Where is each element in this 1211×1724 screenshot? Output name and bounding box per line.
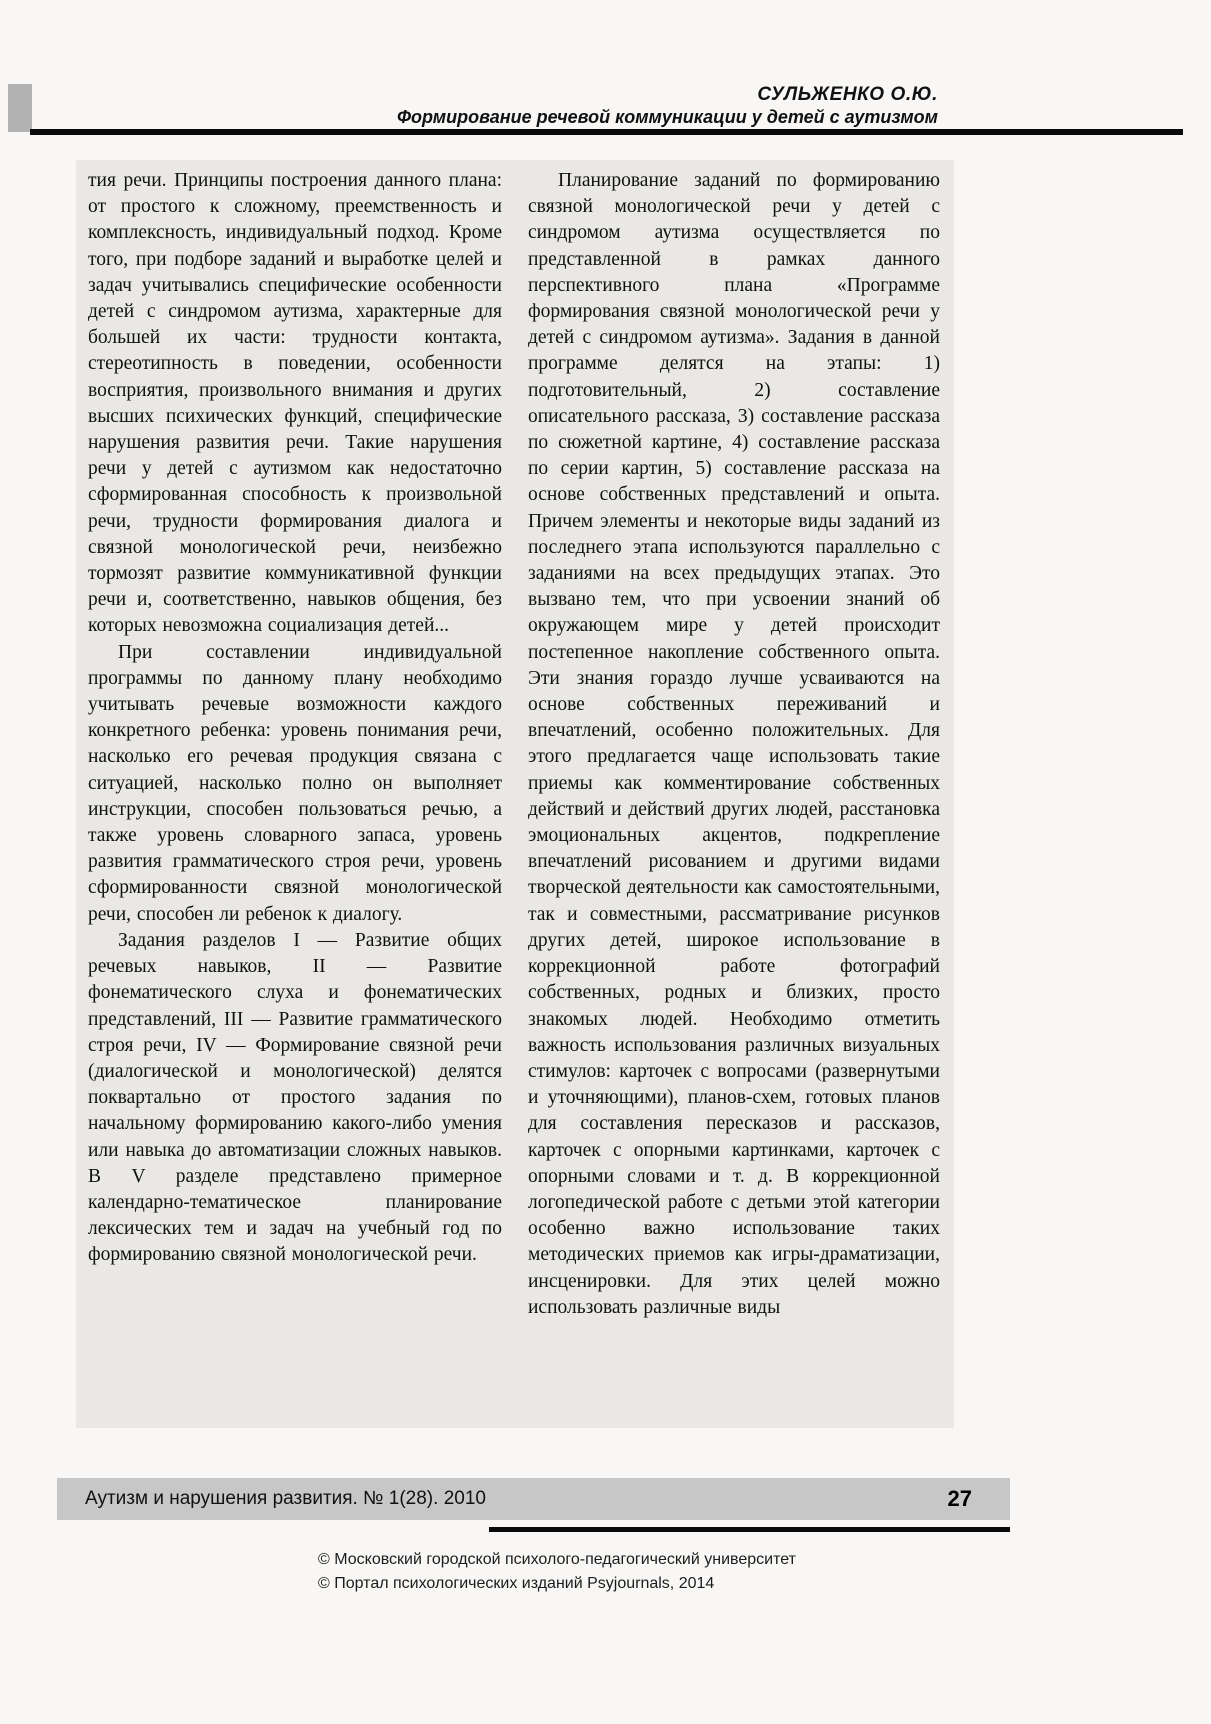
- article-title: Формирование речевой коммуникации у детей с аутизмом: [396, 107, 938, 127]
- footer-rule: [489, 1527, 1010, 1532]
- left-column: [88, 168, 502, 1269]
- page-number: 27: [947, 1486, 972, 1511]
- journal-issue-line: Аутизм и нарушения развития. № 1(28). 2010: [85, 1488, 486, 1509]
- copyright-block: [318, 1548, 796, 1596]
- header-rule: [30, 129, 1183, 135]
- copyright-line-2: © Портал психологических изданий Psyjournals, 2014: [318, 1575, 715, 1592]
- paragraph: Задания разделов I — Развитие общих речевых навыков, II — Развитие фонематического слуха и фонематических представлений, III — Развитие грамматического строя речи, IV — Формирование связной речи (диалогической и монологической) делятся поквартально от простого задания по начальному формированию какого-либо умения или навыка до автоматизации сложных навыков. В V разделе представлено примерное календарно-тематическое планирование лексических тем и задач на учебный год по формированию связной монологической речи.: [88, 929, 502, 1266]
- footer-bar: [57, 1478, 1010, 1520]
- paragraph: тия речи. Принципы построения данного плана: от простого к сложному, преемственность и комплексность, индивидуальный подход. Кроме того, при подборе заданий и выработке целей и задач учитывались специфические особенности детей с синдромом аутизма, характерные для большей их части: трудности контакта, стереотипность в поведении, особенности восприятия, произвольного внимания и других высших психических функций, специфические нарушения развития речи. Такие нарушения речи у детей с аутизмом как недостаточно сформированная способность к произвольной речи, трудности формирования диалога и связной монологической речи, неизбежно тормозят развитие коммуникативной функции речи и, соответственно, навыков общения, без которых невозможна социализация детей...: [88, 170, 502, 637]
- copyright-line-1: © Московский городской психолого-педагогический университет: [318, 1551, 796, 1568]
- page-header: [397, 84, 938, 128]
- paragraph: Планирование заданий по формированию связной монологической речи у детей с синдромом аутизма осуществляется по представленной в рамках данного перспективного плана «Программе формирования связной монологической речи у детей с синдромом аутизма». Задания в данной программе делятся на этапы: 1) подготовительный, 2) составление описательного рассказа, 3) составление рассказа по сюжетной картине, 4) составление рассказа по серии картин, 5) составление рассказа на основе собственных представлений и опыта. Причем элементы и некоторые виды заданий из последнего этапа используются параллельно с заданиями на всех предыдущих этапах. Это вызвано тем, что при усвоении знаний об окружающем мире у детей происходит постепенное накопление собственного опыта. Эти знания гораздо лучше усваиваются на основе собственных переживаний и впечатлений, особенно положительных. Для этого предлагается чаще использовать такие приемы как комментирование собственных действий и действий других людей, расстановка эмоциональных акцентов, подкрепление впечатлений рисованием и другими видами творческой деятельности как самостоятельными, так и совместными, рассматривание рисунков других детей, широкое использование в коррекционной работе фотографий собственных, родных и близких, просто знакомых людей. Необходимо отметить важность использования различных визуальных стимулов: карточек с вопросами (развернутыми и уточняющими), планов-схем, готовых планов для составления пересказов и рассказов, карточек с опорными картинками, карточек с опорными словами и т. д. В коррекционной логопедической работе с детьми этой категории особенно важно использование таких методических приемов как игры-драматизации, инсценировки. Для этих целей можно использовать различные виды: [528, 170, 940, 1318]
- paragraph: При составлении индивидуальной программы по данному плану необходимо учитывать речевые возможности каждого конкретного ребенка: уровень понимания речи, насколько его речевая продукция связана с ситуацией, насколько полно он выполняет инструкции, способен пользоваться речью, а также уровень словарного запаса, уровень развития грамматического строя речи, уровень сформированности связной монологической речи, способен ли ребенок к диалогу.: [88, 641, 502, 925]
- author-name: СУЛЬЖЕНКО О.Ю.: [757, 84, 938, 105]
- right-column: [528, 168, 940, 1321]
- corner-gray-block: [8, 84, 32, 132]
